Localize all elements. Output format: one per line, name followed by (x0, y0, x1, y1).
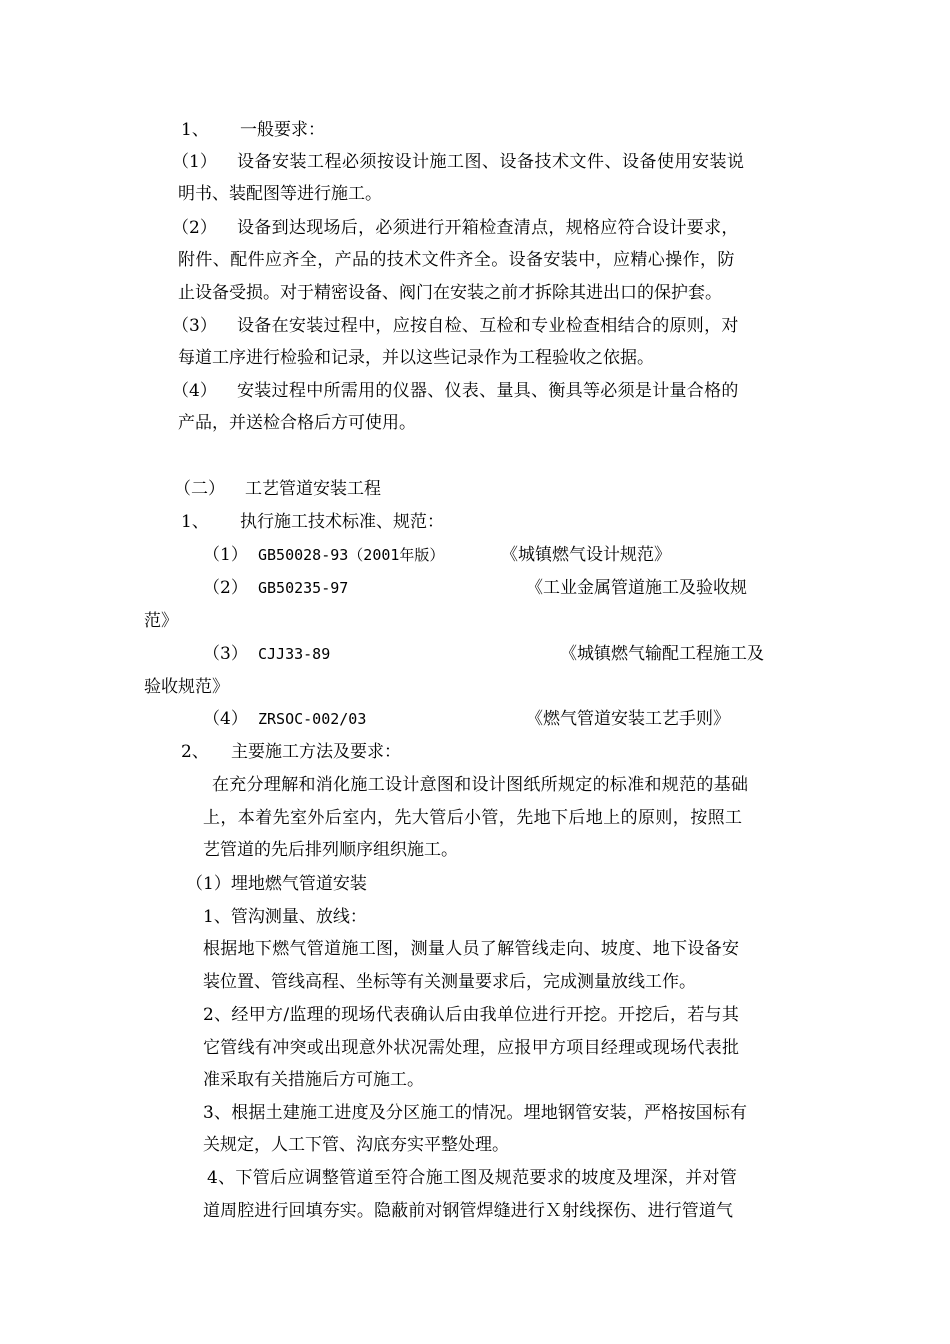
section1-heading-number: 1、 (181, 120, 209, 140)
sub1-number: 1、 (181, 512, 209, 532)
step1-title: 1、管沟测量、放线： (203, 907, 367, 927)
item3-line1: 设备在安装过程中，应按自检、互检和专业检查相结合的原则，对 (237, 316, 739, 336)
item4-line2: 产品，并送检合格后方可使用。 (178, 413, 416, 433)
standard4-number: （4） (203, 709, 248, 729)
step1-line2: 装位置、管线高程、坐标等有关测量要求后，完成测量放线工作。 (203, 972, 696, 992)
standard2-code: GB50235-97 (258, 579, 349, 597)
standard3-code: CJJ33-89 (258, 645, 331, 663)
item2-line1: 设备到达现场后，必须进行开箱检查清点，规格应符合设计要求， (237, 218, 739, 238)
standard2-number: （2） (203, 578, 248, 598)
section2-number: （二） (174, 479, 225, 499)
intro-line2: 上，本着先室外后室内，先大管后小管，先地下后地上的原则，按照工 (203, 808, 743, 828)
standard1-name: 《城镇燃气设计规范》 (501, 545, 671, 565)
item3-line2: 每道工序进行检验和记录，并以这些记录作为工程验收之依据。 (178, 348, 654, 368)
section1-heading-title: 一般要求： (240, 120, 325, 140)
step2-line1: 2、经甲方/监理的现场代表确认后由我单位进行开挖。开挖后，若与其 (203, 1005, 740, 1025)
step4-line2: 道周腔进行回填夯实。隐蔽前对钢管焊缝进行Ｘ射线探伤、进行管道气 (203, 1201, 734, 1221)
item2-line2: 附件、配件应齐全，产品的技术文件齐全。设备安装中，应精心操作，防 (178, 250, 735, 270)
item2-line3: 止设备受损。对于精密设备、阀门在安装之前才拆除其进出口的保护套。 (178, 283, 722, 303)
sub2-number: 2、 (181, 742, 209, 762)
sub2-title: 主要施工方法及要求： (231, 742, 401, 762)
sub1-title: 执行施工技术标准、规范： (240, 512, 444, 532)
standard1-number: （1） (203, 545, 248, 565)
item4-line1: 安装过程中所需用的仪器、仪表、量具、衡具等必须是计量合格的 (237, 381, 739, 401)
step2-line3: 准采取有关措施后方可施工。 (203, 1070, 424, 1090)
step4-line1: 4、下管后应调整管道至符合施工图及规范要求的坡度及埋深，并对管 (207, 1168, 738, 1188)
standard1-code: GB50028-93（2001年版） (258, 546, 445, 564)
step2-line2: 它管线有冲突或出现意外状况需处理，应报甲方项目经理或现场代表批 (203, 1038, 740, 1058)
step3-line2: 关规定，人工下管、沟底夯实平整处理。 (203, 1135, 509, 1155)
item3-number: （3） (172, 316, 217, 336)
buried-pipe-title: （1）埋地燃气管道安装 (186, 874, 367, 894)
step1-line1: 根据地下燃气管道施工图，测量人员了解管线走向、坡度、地下设备安 (203, 939, 740, 959)
item2-number: （2） (172, 218, 217, 238)
standard3-number: （3） (203, 644, 248, 664)
item1-line2: 明书、装配图等进行施工。 (178, 184, 382, 204)
item4-number: （4） (172, 381, 217, 401)
standard3-name-continued: 验收规范》 (144, 677, 229, 697)
standard3-name: 《城镇燃气输配工程施工及 (560, 644, 764, 664)
standard4-code: ZRSOC-002/03 (258, 710, 367, 728)
intro-line3: 艺管道的先后排列顺序组织施工。 (203, 840, 458, 860)
standard4-name: 《燃气管道安装工艺手则》 (526, 709, 730, 729)
section2-title: 工艺管道安装工程 (245, 479, 381, 499)
standard2-name: 《工业金属管道施工及验收规 (526, 578, 747, 598)
intro-line1: 在充分理解和消化施工设计意图和设计图纸所规定的标准和规范的基础 (212, 775, 749, 795)
item1-line1: 设备安装工程必须按设计施工图、设备技术文件、设备使用安装说 (237, 152, 745, 172)
item1-number: （1） (172, 152, 217, 172)
step3-line1: 3、根据土建施工进度及分区施工的情况。埋地钢管安装，严格按国标有 (203, 1103, 748, 1123)
standard2-name-continued: 范》 (144, 611, 178, 631)
